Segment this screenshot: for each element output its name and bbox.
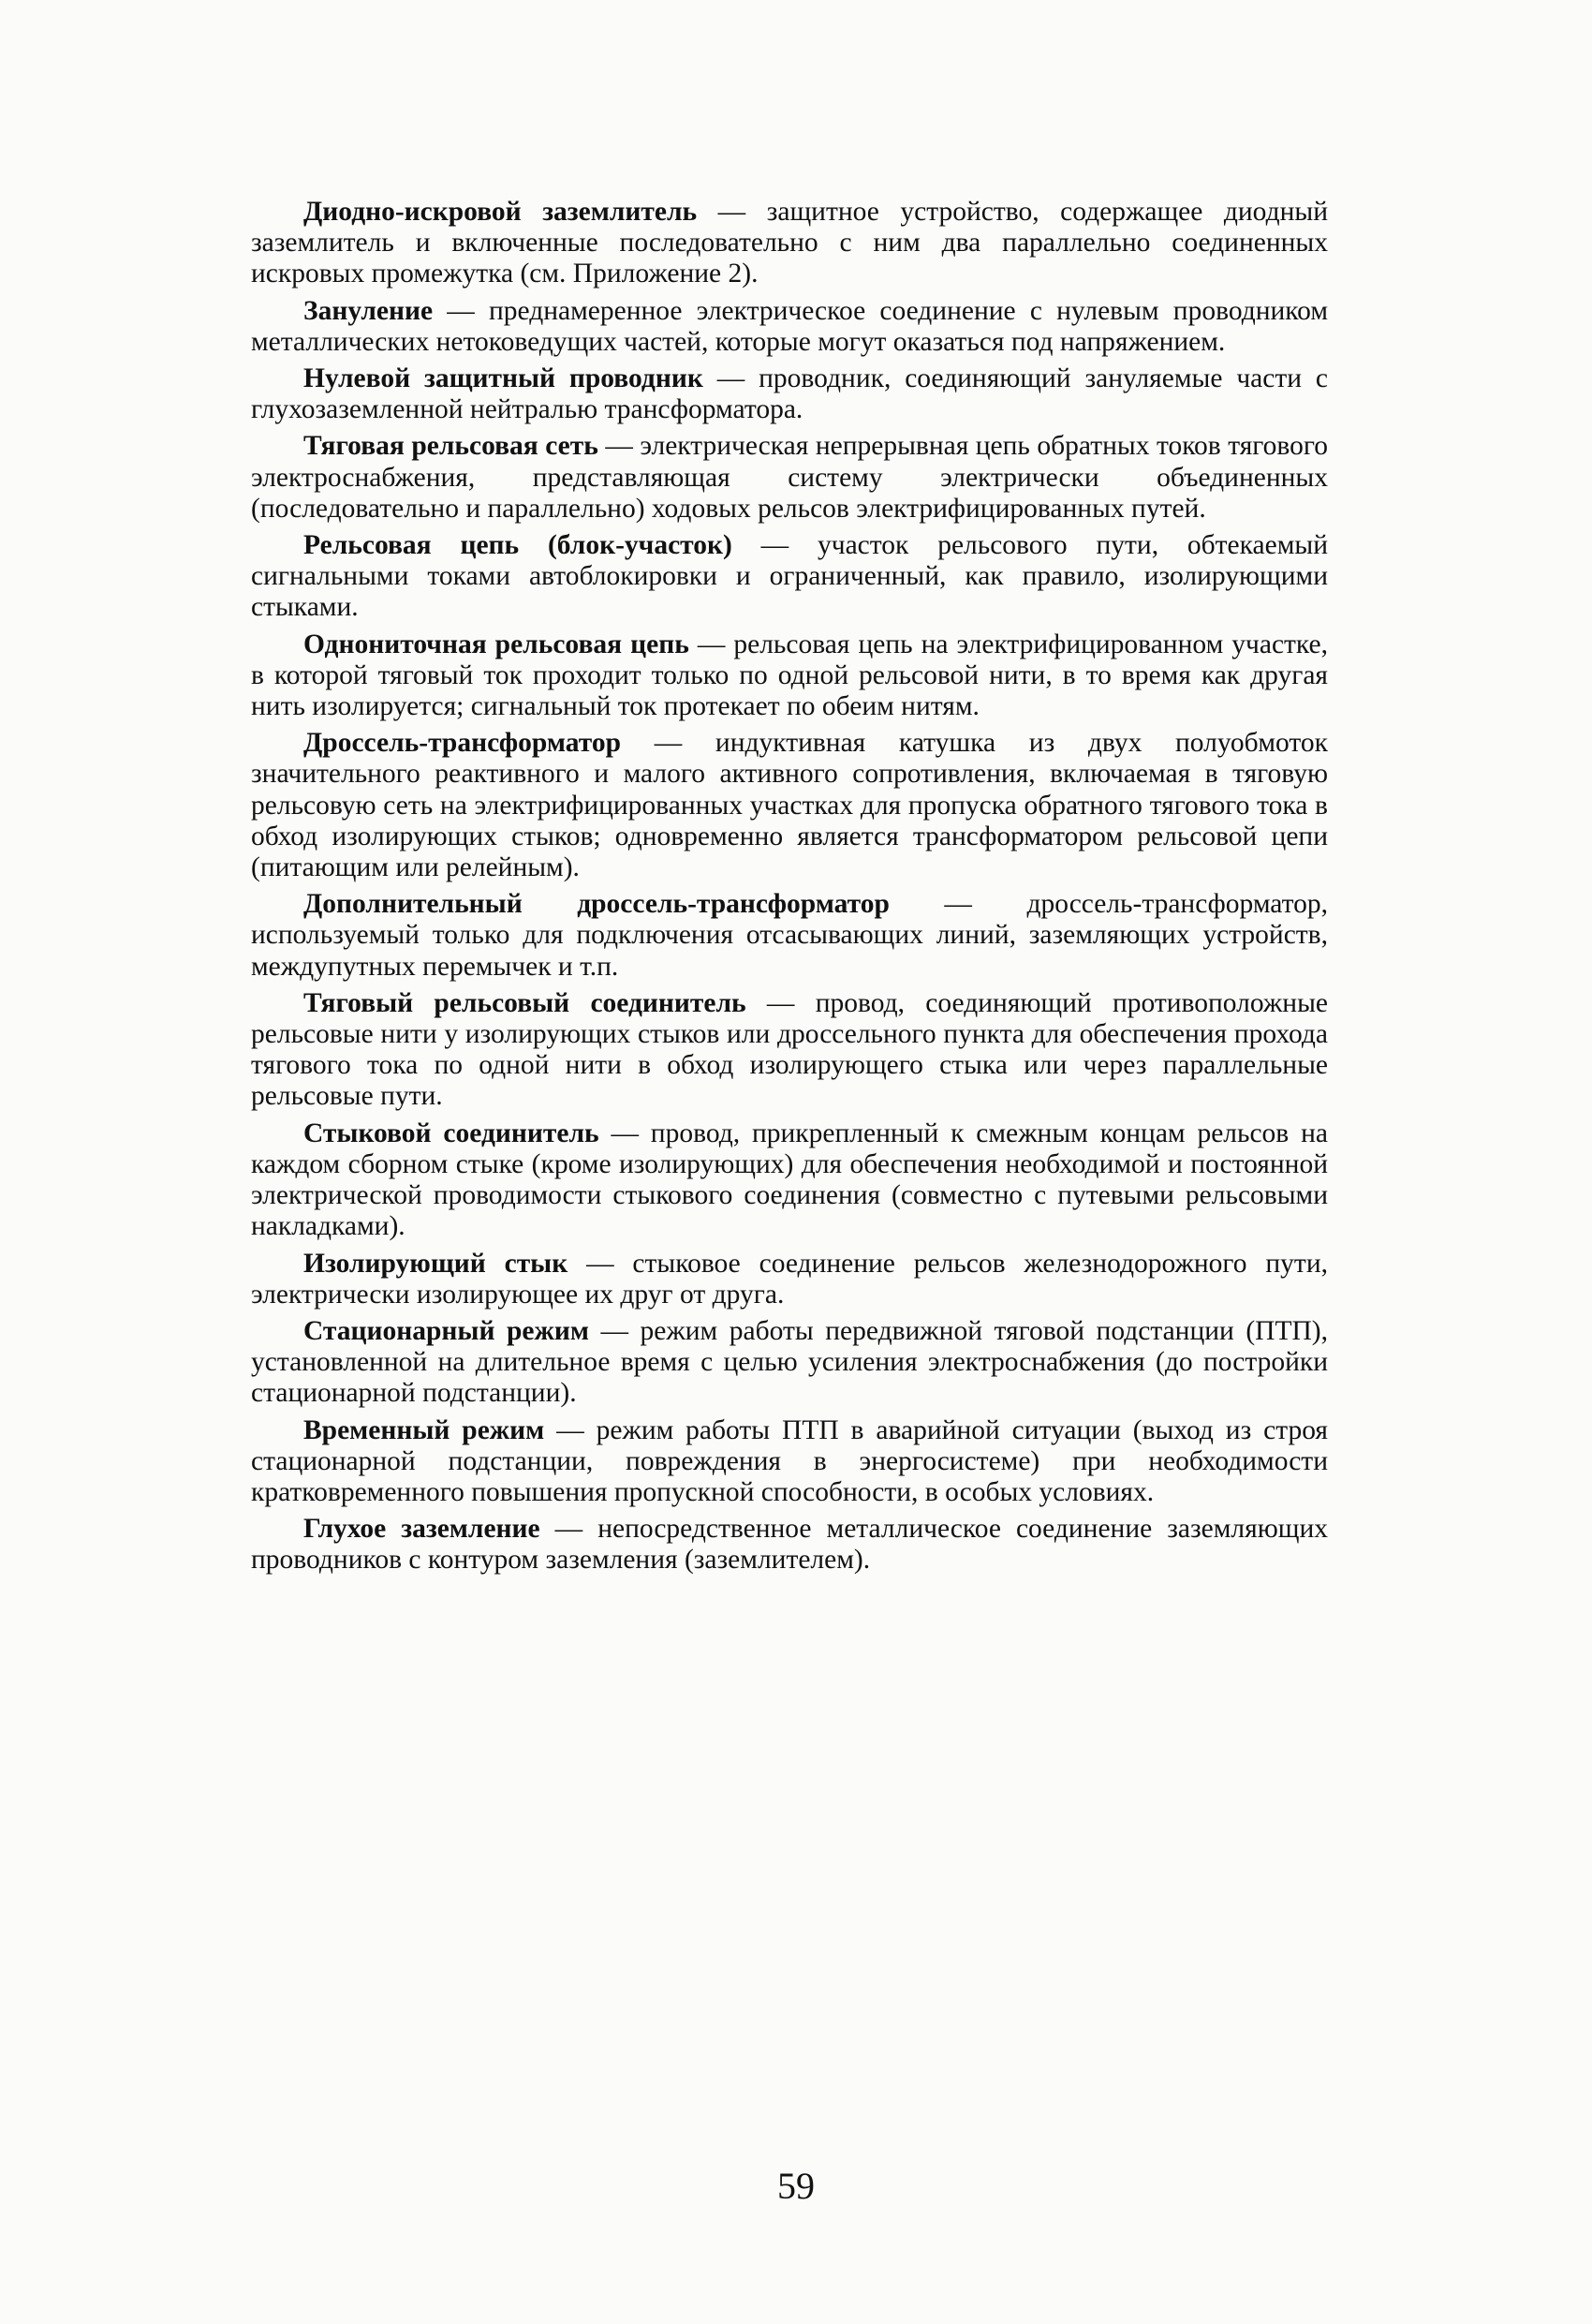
glossary-term: Тяговый рельсовый соединитель	[303, 987, 746, 1018]
glossary-entry	[251, 1514, 1328, 1576]
glossary-entry	[251, 1249, 1328, 1310]
glossary-entry	[251, 889, 1328, 983]
glossary-term: Тяговая рельсовая сеть	[303, 431, 598, 462]
glossary-definition: — участок рельсового пути, обтекаемый сигнальными токами автоблокировки и ограниченный, как правило, изолирующими стыками.	[251, 530, 1328, 623]
glossary-entry	[251, 363, 1328, 425]
glossary-entry	[251, 728, 1328, 883]
glossary-entry	[251, 296, 1328, 358]
glossary-term: Нулевой защитный проводник	[303, 363, 703, 394]
glossary-term: Временный режим	[303, 1414, 545, 1445]
glossary-definition: — режим работы ПТП в аварийной ситуации (выход из строя стационарной подстанции, повреждения в энергосистеме) при необходимости кратковременного повышения пропускной способности, в особых условиях.	[251, 1414, 1328, 1507]
glossary-entry	[251, 1118, 1328, 1243]
glossary-term: Стационарный режим	[303, 1315, 589, 1346]
glossary-entry	[251, 197, 1328, 290]
glossary-definition: — электрическая непрерывная цепь обратных токов тягового электроснабжения, представляющая систему электрически объединенных (последовательно и параллельно) ходовых рельсов электрифицированных путей.	[251, 431, 1328, 524]
glossary-term: Дополнительный дроссель-трансформатор	[303, 889, 890, 920]
glossary-entry	[251, 988, 1328, 1113]
glossary-definition: — стыковое соединение рельсов железнодорожного пути, электрически изолирующее их друг от друга.	[251, 1248, 1328, 1310]
glossary-definition: — дроссель-трансформатор, используемый только для подключения отсасывающих линий, заземляющих устройств, междупутных перемычек и т.п.	[251, 889, 1329, 982]
glossary-text	[251, 197, 1328, 1582]
glossary-term: Рельсовая цепь (блок-участок)	[303, 530, 732, 561]
glossary-definition: — провод, прикрепленный к смежным концам рельсов на каждом сборном стыке (кроме изолирующих) для обеспечения необходимой и постоянной электрической проводимости стыкового соединения (совместно с путевыми рельсовыми накладками).	[251, 1118, 1328, 1242]
glossary-term: Дроссель-трансформатор	[303, 728, 622, 759]
glossary-term: Изолирующий стык	[303, 1248, 568, 1279]
glossary-term: Однониточная рельсовая цепь	[303, 629, 689, 659]
glossary-term: Зануление	[303, 295, 434, 326]
glossary-term: Диодно-искровой заземлитель	[303, 197, 698, 227]
glossary-definition: — рельсовая цепь на электрифицированном участке, в которой тяговый ток проходит только по одной рельсовой нити, в то время как другая нить изолируется; сигнальный ток протекает по обеим нитям.	[251, 629, 1329, 722]
glossary-definition: — преднамеренное электрическое соединение с нулевым проводником металлических нетоковедущих частей, которые могут оказаться под напряжением.	[251, 295, 1328, 357]
glossary-term: Стыковой соединитель	[303, 1118, 599, 1148]
glossary-definition: — проводник, соединяющий зануляемые части с глухозаземленной нейтралью трансформатора.	[251, 363, 1328, 425]
glossary-entry	[251, 1415, 1328, 1509]
glossary-entry	[251, 431, 1328, 525]
glossary-definition: — провод, соединяющий противоположные рельсовые нити у изолирующих стыков или дроссельного пункта для обеспечения прохода тягового тока по одной нити в обход изолирующего стыка или через параллельные рельсовые пути.	[251, 987, 1328, 1112]
glossary-definition: — непосредственное металлическое соединение заземляющих проводников с контуром заземления (заземлителем).	[251, 1514, 1328, 1576]
glossary-entry	[251, 1316, 1328, 1410]
glossary-definition: — режим работы передвижной тяговой подстанции (ПТП), установленной на длительное время с целью усиления электроснабжения (до постройки стационарной подстанции).	[251, 1315, 1329, 1409]
page-number: 59	[777, 2165, 815, 2207]
glossary-definition: — защитное устройство, содержащее диодный заземлитель и включенные последовательно с ним два параллельно соединенных искровых промежутка (см. Приложение 2).	[251, 197, 1328, 289]
glossary-entry	[251, 530, 1328, 624]
glossary-entry	[251, 629, 1328, 723]
glossary-definition: — индуктивная катушка из двух полуобмоток значительного реактивного и малого активного сопротивления, включаемая в тяговую рельсовую сеть на электрифицированных участках для пропуска обратного тягового тока в обход изолирующих стыков; одновременно является трансформатором рельсовой цепи (питающим или релейным).	[251, 728, 1328, 883]
glossary-term: Глухое заземление	[303, 1514, 540, 1545]
